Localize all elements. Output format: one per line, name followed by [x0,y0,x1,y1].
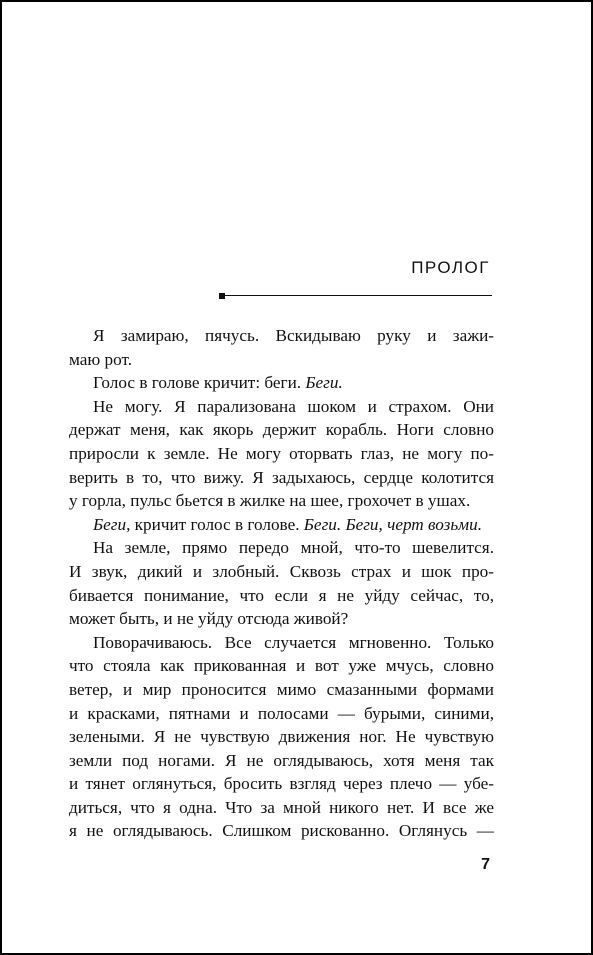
text-line: На земле, прямо передо мной, что-то шевелится. [93,538,494,558]
text-line: бивается понимание, что если я не уйду сейчас, то, [69,585,494,605]
text-line: может быть, и не уйду отсюда живой? [69,609,349,629]
text-line: Голос в голове кричит: беги. Беги. [93,373,343,393]
text-line: я не оглядываюсь. Слишком рискованно. Оглянусь — [69,821,494,841]
text-line: ветер, и мир проносится мимо смазанными формами [69,679,494,699]
text-line: Поворачиваюсь. Все случается мгновенно. Только [93,632,494,652]
text-line: маю рот. [69,349,133,369]
text-line: приросли к земле. Не могу оторвать глаз, не могу по- [69,443,494,463]
text-line: и красками, пятнами и полосами — бурыми, синими, [69,703,494,723]
text-line: зелеными. Я не чувствую движения ног. Не чувствую [69,727,494,747]
text-line: Беги, кричит голос в голове. Беги. Беги, черт возьми. [93,514,483,534]
text-line: Не могу. Я парализована шоком и страхом. Они [93,396,494,416]
text-line: и тянет оглянуться, бросить взгляд через плечо — убе- [69,774,494,794]
chapter-title: ПРОЛОГ [411,258,490,277]
title-rule-dot [219,293,225,299]
text-line: И звук, дикий и злобный. Сквозь страх и шок про- [69,561,494,581]
body-text [69,324,494,843]
text-line: что стояла как прикованная и вот уже мчусь, словно [69,656,494,676]
title-rule [221,295,492,296]
text-line: держат меня, как якорь держит корабль. Ноги словно [69,420,494,440]
text-line: земли под ногами. Я не оглядываюсь, хотя меня так [69,750,494,770]
text-line: у горла, пульс бьется в жилке на шее, грохочет в ушах. [69,491,471,511]
page-number: 7 [481,856,490,873]
text-line: Я замираю, пячусь. Вскидываю руку и зажи- [93,326,494,345]
text-line: верить в то, что вижу. Я задыхаюсь, сердце колотится [69,467,494,487]
text-line: диться, что я одна. Что за мной никого нет. И все же [69,797,494,817]
